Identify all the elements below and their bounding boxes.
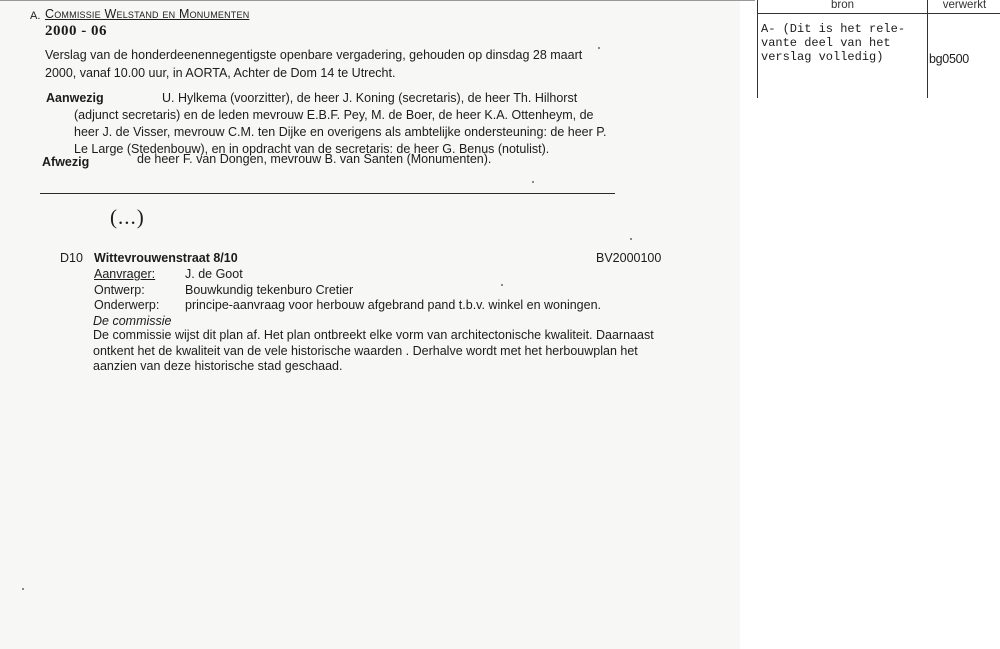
meeting-number: 2000 - 06 — [45, 23, 107, 39]
top-rule — [0, 0, 755, 1]
header-processed: verwerkt — [942, 0, 987, 11]
detail-row-applicant — [94, 267, 601, 283]
detail-value: J. de Goot — [185, 267, 243, 281]
absent-list: de heer F. van Dongen, mevrouw B. van Santen (Monumenten). — [137, 152, 492, 166]
commission-decision: De commissie wijst dit plan af. Het plan ontbreekt elke vorm van architectonische kwaliteit. Daarnaast ontkent het de kwaliteit van de vele historische waarden . Derhalve wordt met het herbouwplan het aanzien van deze historische stad geschaad. — [93, 328, 654, 373]
header-source: bron — [830, 0, 855, 11]
scan-speck — [532, 181, 534, 183]
table-header-divider — [758, 13, 1000, 14]
agenda-item-code: D10 — [60, 251, 83, 265]
agenda-item-address: Wittevrouwenstraat 8/10 — [94, 251, 238, 265]
report-intro: Verslag van de honderdeenennegentigste openbare vergadering, gehouden op dinsdag 28 maart 2000, vanaf 10.00 uur, in AORTA, Achter de Dom 14 te Utrecht. — [45, 48, 583, 80]
detail-key: Onderwerp: — [94, 298, 160, 312]
agenda-item-reference: BV2000100 — [596, 251, 662, 265]
detail-row-design — [94, 283, 601, 299]
source-table — [757, 0, 1000, 98]
omission-marker: (...) — [110, 205, 145, 229]
scan-speck — [22, 588, 24, 590]
detail-value: principe-aanvraag voor herbouw afgebrand pand t.b.v. winkel en woningen. — [185, 298, 602, 312]
present-label: Aanwezig — [46, 91, 104, 105]
scan-speck — [598, 47, 600, 49]
present-list: U. Hylkema (voorzitter), de heer J. Koning (secretaris), de heer Th. Hilhorst (adjunct secretaris) en de leden mevrouw E.B.F. Pey, M. de Boer, de heer K.A. Ottenheym, de heer J. de Visser, mevrouw C.M. ten Dijke en overigens als ambtelijke ondersteuning: de heer P. Le Large (Stedenbouw), en in opdracht van de secretaris: de heer G. Benus (notulist). — [74, 91, 607, 156]
section-divider — [40, 193, 615, 194]
scan-speck — [630, 238, 632, 240]
table-column-divider — [927, 0, 928, 98]
document-label: A. — [30, 10, 41, 22]
detail-key: Ontwerp: — [94, 282, 145, 297]
detail-key: Aanvrager: — [94, 267, 156, 281]
item-details — [94, 267, 601, 314]
absent-label: Afwezig — [42, 155, 90, 169]
detail-value: Bouwkundig tekenburo Cretier — [185, 282, 354, 297]
source-cell: A- (Dit is het rele-vante deel van het verslag volledig) — [761, 22, 906, 64]
scan-speck — [501, 284, 503, 286]
detail-row-subject — [94, 298, 601, 314]
organization-title: Commissie Welstand en Monumenten — [45, 7, 250, 21]
commission-heading: De commissie — [93, 314, 172, 328]
processed-cell: bg0500 — [929, 52, 969, 66]
